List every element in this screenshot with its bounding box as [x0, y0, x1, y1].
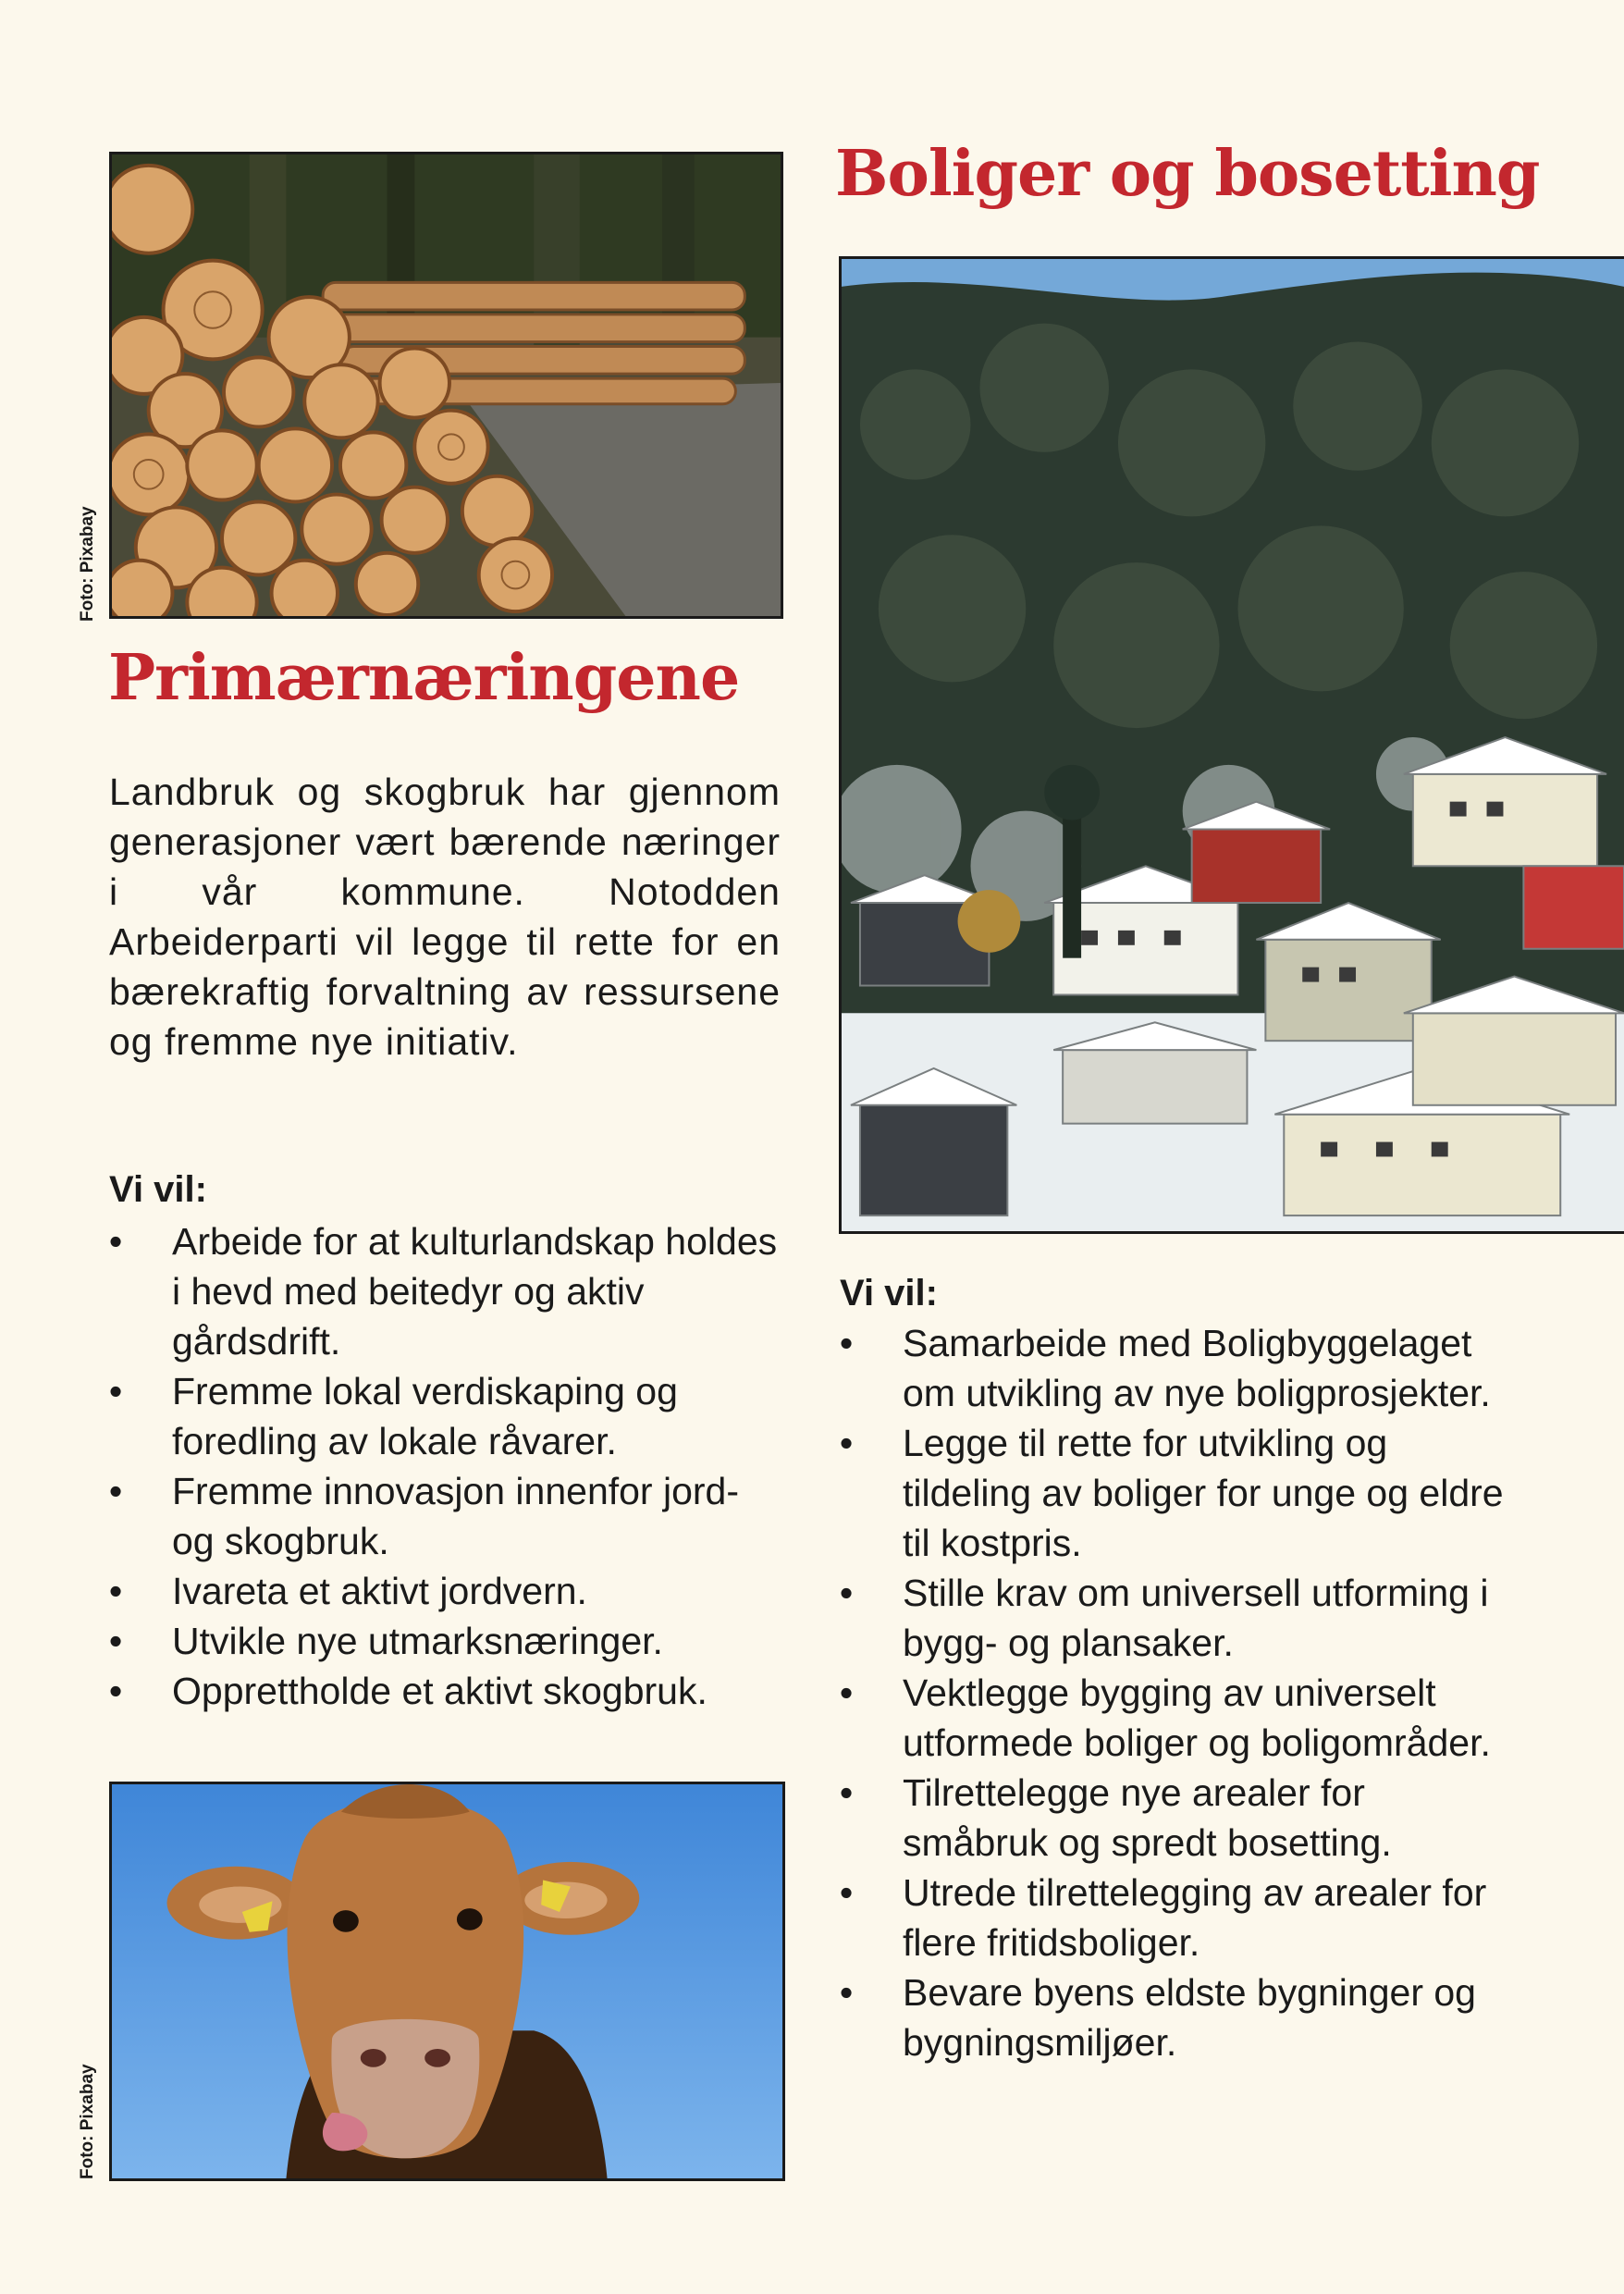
primaernaeringene-intro: Landbruk og skogbruk har gjennom generasjoner vært bærende næringer i vår kommune. Notodden Arbeiderparti vil legge til rette for en bærekraftig forvaltning av ressursene og fremme nye initiativ.: [109, 771, 781, 1063]
boliger-heading: Boliger og bosetting: [835, 137, 1540, 211]
list-item: • Legge til rette for utvikling og tildeling av boliger for unge og eldre til kostpris.: [832, 1418, 1517, 1568]
list-item: • Opprettholde et aktivt skogbruk.: [102, 1666, 786, 1716]
list-item: • Samarbeide med Boligbyggelaget om utvikling av nye boligprosjekter.: [832, 1318, 1517, 1418]
list-item: • Bevare byens eldste bygninger og bygningsmiljøer.: [832, 1967, 1517, 2067]
list-item: • Ivareta et aktivt jordvern.: [102, 1566, 786, 1616]
bullet-icon: •: [839, 1971, 854, 2014]
bullet-icon: •: [108, 1220, 123, 1263]
right-bullet-list: [832, 1318, 1517, 2067]
village-photo: [839, 256, 1624, 1234]
list-item: • Stille krav om universell utforming i bygg- og plansaker.: [832, 1568, 1517, 1668]
photo-credit-top: Foto: Pixabay: [78, 506, 97, 622]
right-vi-vil-label: Vi vil:: [840, 1273, 938, 1314]
bullet-icon: •: [839, 1871, 854, 1914]
bullet-icon: •: [108, 1470, 123, 1512]
bullet-icon: •: [839, 1572, 854, 1614]
primaernaeringene-heading: Primærnæringene: [108, 641, 740, 715]
list-item: • Tilrettelegge nye arealer for småbruk og spredt bosetting.: [832, 1768, 1517, 1868]
list-item: • Fremme innovasjon innenfor jord- og skogbruk.: [102, 1466, 786, 1566]
bullet-icon: •: [839, 1322, 854, 1364]
bullet-icon: •: [839, 1422, 854, 1464]
bullet-icon: •: [108, 1570, 123, 1612]
list-item: • Arbeide for at kulturlandskap holdes i hevd med beitedyr og aktiv gårdsdrift.: [102, 1216, 786, 1366]
bullet-icon: •: [108, 1670, 123, 1712]
bullet-icon: •: [108, 1620, 123, 1662]
cow-photo: [109, 1782, 785, 2181]
left-bullet-list: [102, 1216, 786, 1716]
list-item: • Utvikle nye utmarksnæringer.: [102, 1616, 786, 1666]
photo-credit-bottom: Foto: Pixabay: [78, 2064, 97, 2179]
bullet-icon: •: [839, 1671, 854, 1714]
list-item: • Vektlegge bygging av universelt utformede boliger og boligområder.: [832, 1668, 1517, 1768]
timber-logs-photo: [109, 152, 783, 619]
left-vi-vil-label: Vi vil:: [109, 1169, 207, 1210]
bullet-icon: •: [108, 1370, 123, 1412]
bullet-icon: •: [839, 1771, 854, 1814]
list-item: • Utrede tilrettelegging av arealer for flere fritidsboliger.: [832, 1868, 1517, 1967]
list-item: • Fremme lokal verdiskaping og foredling av lokale råvarer.: [102, 1366, 786, 1466]
